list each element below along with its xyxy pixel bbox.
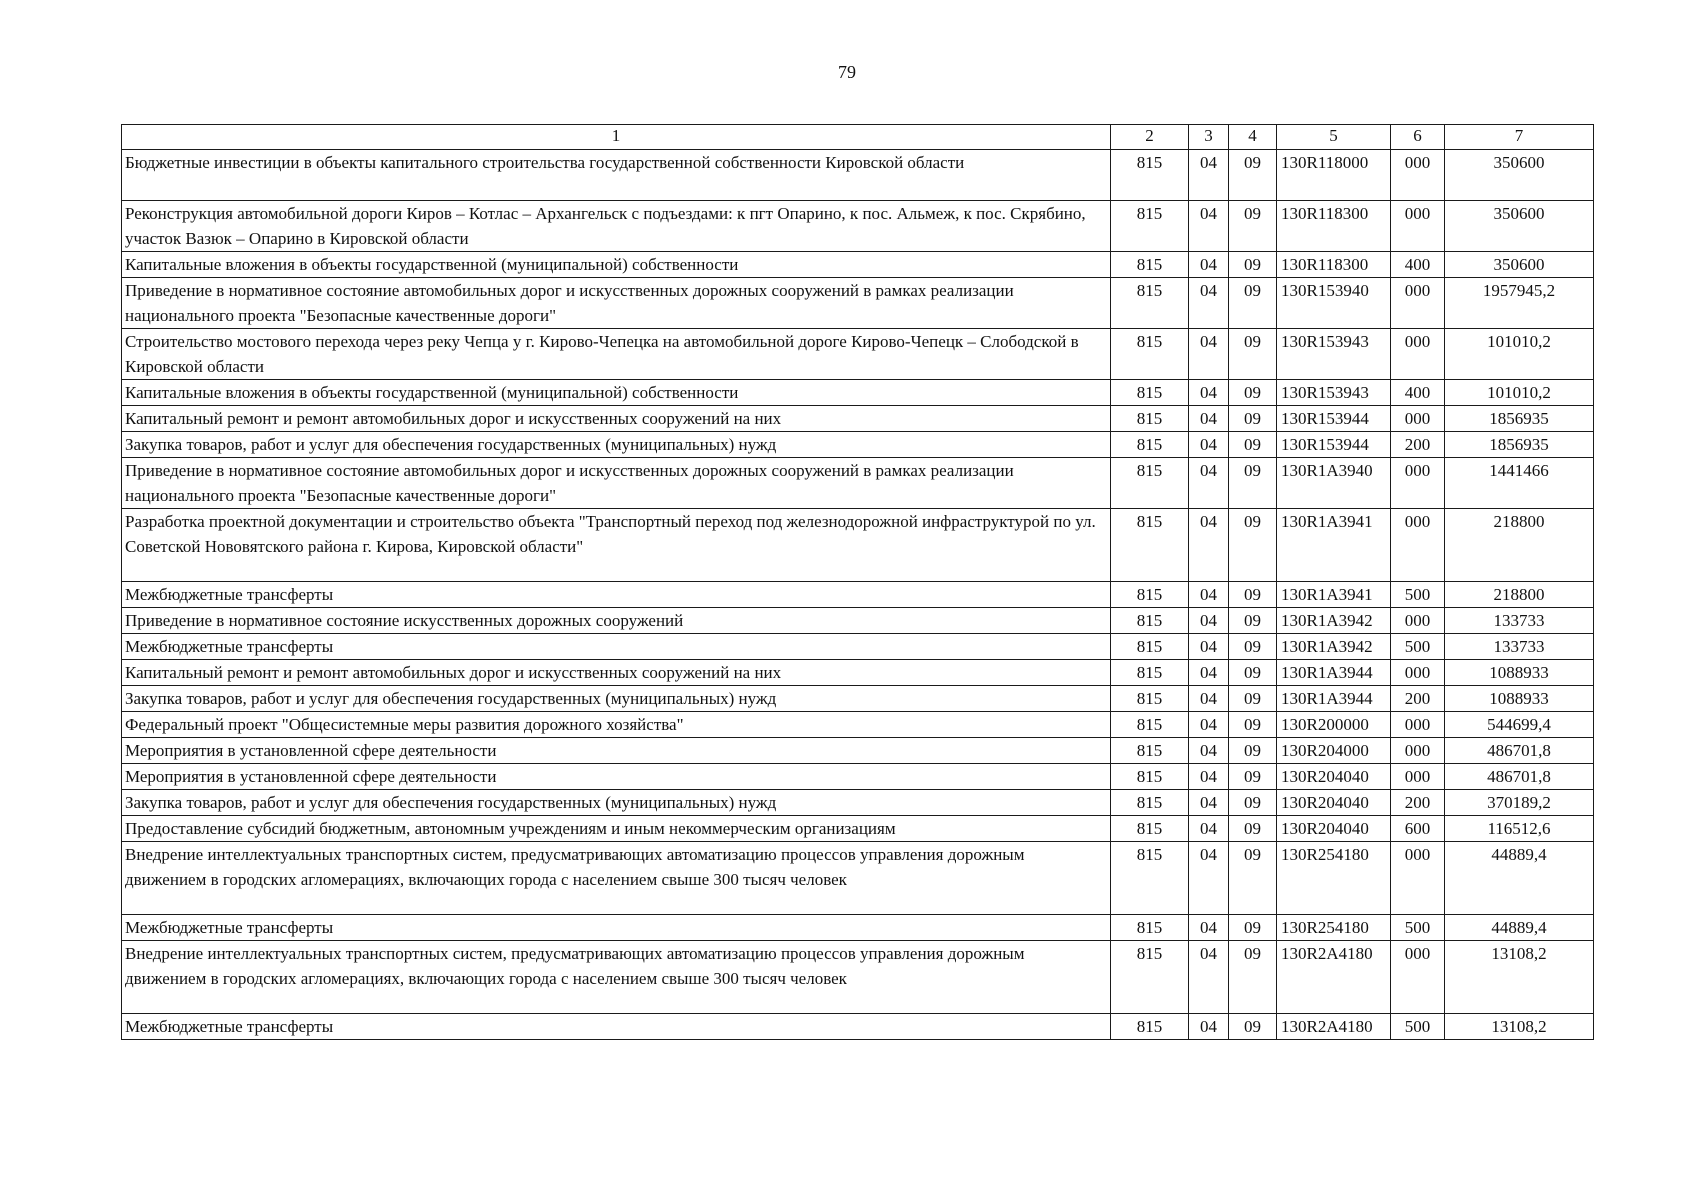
row-target-article-cell: 130R153944 (1277, 432, 1391, 458)
row-subsection-cell: 09 (1229, 329, 1277, 380)
table-row (122, 380, 1594, 406)
row-ministry-code-cell: 815 (1111, 150, 1189, 201)
row-amount-cell: 218800 (1445, 582, 1594, 608)
row-expense-type-cell: 000 (1391, 608, 1445, 634)
row-amount-cell: 1088933 (1445, 686, 1594, 712)
row-section-cell: 04 (1189, 686, 1229, 712)
row-expense-type-cell: 000 (1391, 329, 1445, 380)
row-target-article-cell: 130R1A3944 (1277, 660, 1391, 686)
row-subsection-cell: 09 (1229, 712, 1277, 738)
row-target-article-cell: 130R153940 (1277, 278, 1391, 329)
row-subsection-cell: 09 (1229, 941, 1277, 1014)
row-ministry-code-cell: 815 (1111, 509, 1189, 582)
row-name-cell: Капитальные вложения в объекты государственной (муниципальной) собственности (122, 380, 1111, 406)
row-subsection-cell: 09 (1229, 278, 1277, 329)
row-ministry-code-cell: 815 (1111, 329, 1189, 380)
row-ministry-code-cell: 815 (1111, 660, 1189, 686)
row-name-cell: Закупка товаров, работ и услуг для обеспечения государственных (муниципальных) нужд (122, 686, 1111, 712)
table-row (122, 278, 1594, 329)
row-expense-type-cell: 200 (1391, 432, 1445, 458)
row-section-cell: 04 (1189, 252, 1229, 278)
column-header-6: 6 (1391, 125, 1445, 150)
row-name-cell: Закупка товаров, работ и услуг для обеспечения государственных (муниципальных) нужд (122, 790, 1111, 816)
row-amount-cell: 44889,4 (1445, 915, 1594, 941)
row-subsection-cell: 09 (1229, 252, 1277, 278)
row-target-article-cell: 130R118000 (1277, 150, 1391, 201)
row-name-cell: Реконструкция автомобильной дороги Киров – Котлас – Архангельск с подъездами: к пгт Опарино, к пос. Альмеж, к пос. Скрябино, участок Вазюк – Опарино в Кировской области (122, 201, 1111, 252)
row-ministry-code-cell: 815 (1111, 432, 1189, 458)
row-subsection-cell: 09 (1229, 608, 1277, 634)
row-subsection-cell: 09 (1229, 380, 1277, 406)
row-name-cell: Бюджетные инвестиции в объекты капитального строительства государственной собственности Кировской области (122, 150, 1111, 201)
row-amount-cell: 1957945,2 (1445, 278, 1594, 329)
column-header-7: 7 (1445, 125, 1594, 150)
row-subsection-cell: 09 (1229, 686, 1277, 712)
column-header-4: 4 (1229, 125, 1277, 150)
row-expense-type-cell: 000 (1391, 842, 1445, 915)
row-target-article-cell: 130R204040 (1277, 764, 1391, 790)
row-target-article-cell: 130R153944 (1277, 406, 1391, 432)
row-ministry-code-cell: 815 (1111, 686, 1189, 712)
row-ministry-code-cell: 815 (1111, 790, 1189, 816)
table-row (122, 432, 1594, 458)
row-expense-type-cell: 000 (1391, 738, 1445, 764)
row-expense-type-cell: 000 (1391, 941, 1445, 1014)
row-name-cell: Межбюджетные трансферты (122, 582, 1111, 608)
row-section-cell: 04 (1189, 660, 1229, 686)
table-row (122, 150, 1594, 201)
row-subsection-cell: 09 (1229, 764, 1277, 790)
row-ministry-code-cell: 815 (1111, 1014, 1189, 1040)
table-row (122, 582, 1594, 608)
row-name-cell: Внедрение интеллектуальных транспортных систем, предусматривающих автоматизацию процессов управления дорожным движением в городских агломерациях, включающих города с населением свыше 300 тысяч человек (122, 842, 1111, 915)
row-subsection-cell: 09 (1229, 634, 1277, 660)
row-amount-cell: 486701,8 (1445, 764, 1594, 790)
row-amount-cell: 101010,2 (1445, 329, 1594, 380)
row-section-cell: 04 (1189, 941, 1229, 1014)
table-row (122, 738, 1594, 764)
row-expense-type-cell: 000 (1391, 150, 1445, 201)
row-amount-cell: 1088933 (1445, 660, 1594, 686)
row-name-cell: Строительство мостового перехода через реку Чепца у г. Кирово-Чепецка на автомобильной дороге Кирово-Чепецк – Слободской в Кировской области (122, 329, 1111, 380)
row-expense-type-cell: 500 (1391, 582, 1445, 608)
table-row (122, 458, 1594, 509)
row-expense-type-cell: 000 (1391, 712, 1445, 738)
table-row (122, 329, 1594, 380)
row-ministry-code-cell: 815 (1111, 816, 1189, 842)
row-target-article-cell: 130R200000 (1277, 712, 1391, 738)
row-subsection-cell: 09 (1229, 660, 1277, 686)
table-row (122, 252, 1594, 278)
header-row (122, 125, 1594, 150)
row-section-cell: 04 (1189, 738, 1229, 764)
row-section-cell: 04 (1189, 329, 1229, 380)
row-section-cell: 04 (1189, 712, 1229, 738)
column-header-2: 2 (1111, 125, 1189, 150)
row-target-article-cell: 130R2A4180 (1277, 1014, 1391, 1040)
row-expense-type-cell: 200 (1391, 790, 1445, 816)
row-section-cell: 04 (1189, 1014, 1229, 1040)
row-ministry-code-cell: 815 (1111, 201, 1189, 252)
row-ministry-code-cell: 815 (1111, 608, 1189, 634)
row-target-article-cell: 130R204000 (1277, 738, 1391, 764)
page-number: 79 (838, 62, 856, 82)
row-amount-cell: 544699,4 (1445, 712, 1594, 738)
row-ministry-code-cell: 815 (1111, 738, 1189, 764)
row-section-cell: 04 (1189, 509, 1229, 582)
table-row (122, 816, 1594, 842)
row-target-article-cell: 130R1A3942 (1277, 608, 1391, 634)
row-amount-cell: 370189,2 (1445, 790, 1594, 816)
row-ministry-code-cell: 815 (1111, 764, 1189, 790)
table-row (122, 1014, 1594, 1040)
table-row (122, 764, 1594, 790)
row-amount-cell: 133733 (1445, 608, 1594, 634)
row-expense-type-cell: 500 (1391, 1014, 1445, 1040)
row-subsection-cell: 09 (1229, 790, 1277, 816)
row-ministry-code-cell: 815 (1111, 582, 1189, 608)
row-amount-cell: 350600 (1445, 201, 1594, 252)
row-amount-cell: 44889,4 (1445, 842, 1594, 915)
row-target-article-cell: 130R204040 (1277, 816, 1391, 842)
row-target-article-cell: 130R118300 (1277, 201, 1391, 252)
row-subsection-cell: 09 (1229, 432, 1277, 458)
row-target-article-cell: 130R2A4180 (1277, 941, 1391, 1014)
row-ministry-code-cell: 815 (1111, 458, 1189, 509)
row-section-cell: 04 (1189, 150, 1229, 201)
row-name-cell: Приведение в нормативное состояние автомобильных дорог и искусственных дорожных сооружений в рамках реализации национального проекта "Безопасные качественные дороги" (122, 278, 1111, 329)
row-ministry-code-cell: 815 (1111, 278, 1189, 329)
row-subsection-cell: 09 (1229, 150, 1277, 201)
row-amount-cell: 13108,2 (1445, 941, 1594, 1014)
row-name-cell: Капитальные вложения в объекты государственной (муниципальной) собственности (122, 252, 1111, 278)
row-name-cell: Внедрение интеллектуальных транспортных систем, предусматривающих автоматизацию процессов управления дорожным движением в городских агломерациях, включающих города с населением свыше 300 тысяч человек (122, 941, 1111, 1014)
row-ministry-code-cell: 815 (1111, 380, 1189, 406)
row-subsection-cell: 09 (1229, 915, 1277, 941)
row-target-article-cell: 130R1A3944 (1277, 686, 1391, 712)
row-target-article-cell: 130R1A3941 (1277, 509, 1391, 582)
row-subsection-cell: 09 (1229, 458, 1277, 509)
column-header-3: 3 (1189, 125, 1229, 150)
row-subsection-cell: 09 (1229, 406, 1277, 432)
row-target-article-cell: 130R118300 (1277, 252, 1391, 278)
row-name-cell: Межбюджетные трансферты (122, 634, 1111, 660)
row-expense-type-cell: 500 (1391, 915, 1445, 941)
row-name-cell: Приведение в нормативное состояние автомобильных дорог и искусственных дорожных сооружений в рамках реализации национального проекта "Безопасные качественные дороги" (122, 458, 1111, 509)
row-expense-type-cell: 000 (1391, 764, 1445, 790)
row-amount-cell: 13108,2 (1445, 1014, 1594, 1040)
row-name-cell: Межбюджетные трансферты (122, 915, 1111, 941)
row-section-cell: 04 (1189, 582, 1229, 608)
row-ministry-code-cell: 815 (1111, 941, 1189, 1014)
row-section-cell: 04 (1189, 790, 1229, 816)
table-row (122, 509, 1594, 582)
row-subsection-cell: 09 (1229, 582, 1277, 608)
table-body (122, 150, 1594, 1040)
row-expense-type-cell: 000 (1391, 660, 1445, 686)
row-expense-type-cell: 500 (1391, 634, 1445, 660)
row-amount-cell: 116512,6 (1445, 816, 1594, 842)
row-name-cell: Федеральный проект "Общесистемные меры развития дорожного хозяйства" (122, 712, 1111, 738)
table-row (122, 634, 1594, 660)
column-header-1: 1 (122, 125, 1111, 150)
row-section-cell: 04 (1189, 915, 1229, 941)
row-amount-cell: 350600 (1445, 150, 1594, 201)
row-section-cell: 04 (1189, 634, 1229, 660)
row-ministry-code-cell: 815 (1111, 842, 1189, 915)
row-ministry-code-cell: 815 (1111, 915, 1189, 941)
row-name-cell: Межбюджетные трансферты (122, 1014, 1111, 1040)
row-expense-type-cell: 000 (1391, 509, 1445, 582)
table-row (122, 686, 1594, 712)
row-expense-type-cell: 000 (1391, 458, 1445, 509)
row-section-cell: 04 (1189, 816, 1229, 842)
table-row (122, 201, 1594, 252)
row-subsection-cell: 09 (1229, 201, 1277, 252)
row-expense-type-cell: 000 (1391, 406, 1445, 432)
row-name-cell: Приведение в нормативное состояние искусственных дорожных сооружений (122, 608, 1111, 634)
row-section-cell: 04 (1189, 432, 1229, 458)
table-row (122, 842, 1594, 915)
column-header-5: 5 (1277, 125, 1391, 150)
table-row (122, 608, 1594, 634)
row-subsection-cell: 09 (1229, 1014, 1277, 1040)
row-expense-type-cell: 400 (1391, 252, 1445, 278)
table-row (122, 406, 1594, 432)
row-name-cell: Разработка проектной документации и строительство объекта "Транспортный переход под железнодорожной инфраструктурой по ул. Советской Нововятского района г. Кирова, Кировской области" (122, 509, 1111, 582)
row-amount-cell: 101010,2 (1445, 380, 1594, 406)
table-header (122, 125, 1594, 150)
row-target-article-cell: 130R1A3941 (1277, 582, 1391, 608)
row-target-article-cell: 130R254180 (1277, 842, 1391, 915)
row-amount-cell: 1856935 (1445, 406, 1594, 432)
row-name-cell: Капитальный ремонт и ремонт автомобильных дорог и искусственных сооружений на них (122, 406, 1111, 432)
budget-table (121, 124, 1594, 1040)
row-section-cell: 04 (1189, 278, 1229, 329)
row-section-cell: 04 (1189, 201, 1229, 252)
row-expense-type-cell: 000 (1391, 201, 1445, 252)
row-section-cell: 04 (1189, 380, 1229, 406)
row-ministry-code-cell: 815 (1111, 406, 1189, 432)
table-row (122, 915, 1594, 941)
row-target-article-cell: 130R254180 (1277, 915, 1391, 941)
table-row (122, 790, 1594, 816)
row-amount-cell: 1441466 (1445, 458, 1594, 509)
row-target-article-cell: 130R204040 (1277, 790, 1391, 816)
row-ministry-code-cell: 815 (1111, 634, 1189, 660)
row-expense-type-cell: 000 (1391, 278, 1445, 329)
row-amount-cell: 486701,8 (1445, 738, 1594, 764)
row-target-article-cell: 130R153943 (1277, 329, 1391, 380)
row-section-cell: 04 (1189, 608, 1229, 634)
row-name-cell: Предоставление субсидий бюджетным, автономным учреждениям и иным некоммерческим организациям (122, 816, 1111, 842)
row-section-cell: 04 (1189, 458, 1229, 509)
row-target-article-cell: 130R1A3942 (1277, 634, 1391, 660)
row-name-cell: Мероприятия в установленной сфере деятельности (122, 764, 1111, 790)
table-row (122, 941, 1594, 1014)
row-section-cell: 04 (1189, 842, 1229, 915)
row-expense-type-cell: 200 (1391, 686, 1445, 712)
row-subsection-cell: 09 (1229, 509, 1277, 582)
table-row (122, 712, 1594, 738)
row-target-article-cell: 130R153943 (1277, 380, 1391, 406)
row-subsection-cell: 09 (1229, 842, 1277, 915)
row-subsection-cell: 09 (1229, 738, 1277, 764)
row-subsection-cell: 09 (1229, 816, 1277, 842)
row-ministry-code-cell: 815 (1111, 712, 1189, 738)
row-ministry-code-cell: 815 (1111, 252, 1189, 278)
row-expense-type-cell: 400 (1391, 380, 1445, 406)
row-expense-type-cell: 600 (1391, 816, 1445, 842)
row-amount-cell: 218800 (1445, 509, 1594, 582)
row-name-cell: Закупка товаров, работ и услуг для обеспечения государственных (муниципальных) нужд (122, 432, 1111, 458)
table-row (122, 660, 1594, 686)
row-name-cell: Мероприятия в установленной сфере деятельности (122, 738, 1111, 764)
row-amount-cell: 350600 (1445, 252, 1594, 278)
row-amount-cell: 133733 (1445, 634, 1594, 660)
row-section-cell: 04 (1189, 406, 1229, 432)
row-name-cell: Капитальный ремонт и ремонт автомобильных дорог и искусственных сооружений на них (122, 660, 1111, 686)
row-section-cell: 04 (1189, 764, 1229, 790)
row-target-article-cell: 130R1A3940 (1277, 458, 1391, 509)
row-amount-cell: 1856935 (1445, 432, 1594, 458)
